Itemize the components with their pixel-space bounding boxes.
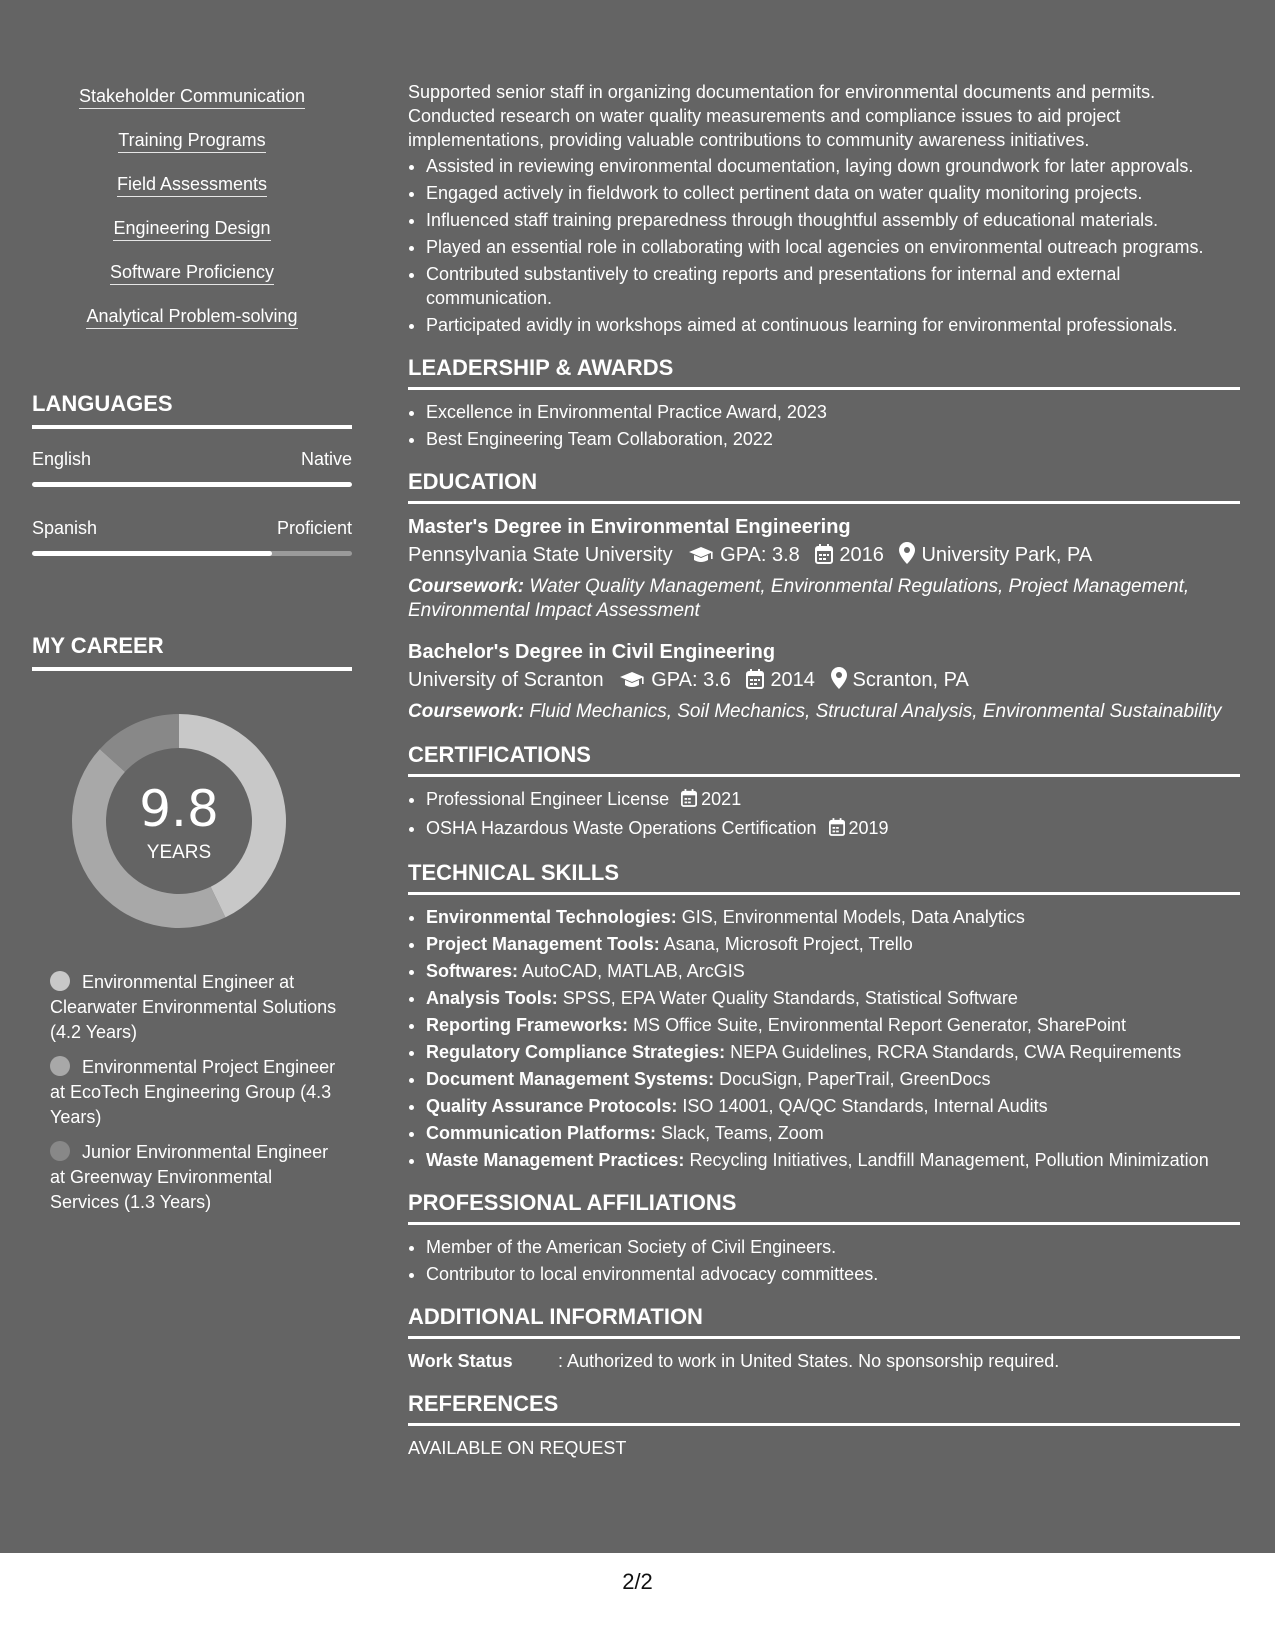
coursework-text: Fluid Mechanics, Soil Mechanics, Structural Analysis, Environmental Sustainability — [529, 701, 1222, 722]
experience-summary: Supported senior staff in organizing documentation for environmental documents and permits. Conducted research on water quality measurements and compliance issues to aid project implementations, providing valuable contributions to community awareness initiatives. — [408, 82, 1156, 150]
leadership-list — [408, 400, 1240, 451]
certification-name: Professional Engineer License — [426, 789, 670, 809]
coursework-label: Coursework: — [408, 701, 525, 722]
career-total: 9.8 — [139, 780, 219, 838]
leadership-item: • Excellence in Environmental Practice Award, 2023 — [426, 400, 1240, 424]
location-pin-icon — [831, 667, 847, 698]
grad-year: 2014 — [770, 669, 815, 691]
location-pin-icon — [899, 542, 915, 573]
tech-skill-item — [426, 1013, 1240, 1037]
technical-skills-heading: TECHNICAL SKILLS — [408, 860, 1240, 895]
tech-skill-label: Communication Platforms: — [426, 1123, 657, 1143]
tech-skill-label: Project Management Tools: — [426, 934, 660, 954]
language-bar — [32, 482, 352, 487]
career-item — [50, 970, 340, 1045]
certification-name: OSHA Hazardous Waste Operations Certification — [426, 818, 817, 838]
career-donut-chart — [66, 708, 292, 934]
education-entry — [408, 639, 1240, 724]
language-name: Spanish — [32, 518, 98, 538]
career-unit: YEARS — [146, 842, 212, 863]
work-status-value: : Authorized to work in United States. No sponsorship required. — [558, 1351, 1060, 1371]
tech-skill-value: Recycling Initiatives, Landfill Management, Pollution Minimization — [689, 1150, 1209, 1170]
calendar-icon — [746, 668, 764, 698]
tech-skill-item — [426, 1121, 1240, 1145]
career-text: Environmental Engineer at Clearwater Environmental Solutions (4.2 Years) — [50, 972, 337, 1042]
coursework — [408, 700, 1240, 724]
work-status-row — [408, 1349, 1240, 1373]
affiliations-list — [408, 1235, 1240, 1286]
grad-year: 2016 — [839, 544, 884, 566]
tech-skill-item — [426, 932, 1240, 956]
certification-year: 2019 — [848, 818, 889, 838]
tech-skill-item — [426, 1094, 1240, 1118]
language-name: English — [32, 449, 92, 469]
calendar-icon — [681, 789, 697, 813]
certifications-heading: CERTIFICATIONS — [408, 742, 1240, 777]
languages-heading: LANGUAGES — [32, 391, 352, 429]
coursework-label: Coursework: — [408, 576, 525, 597]
tech-skill-item — [426, 905, 1240, 929]
technical-skills-list — [408, 905, 1240, 1172]
graduation-cap-icon — [688, 543, 714, 573]
main-content — [408, 80, 1240, 1460]
tech-skill-value: MS Office Suite, Environmental Report Generator, SharePoint — [633, 1015, 1126, 1035]
tech-skill-label: Quality Assurance Protocols: — [426, 1096, 678, 1116]
tech-skill-label: Softwares: — [426, 961, 519, 981]
skill-item: Analytical Problem-solving — [86, 305, 297, 329]
graduation-cap-icon — [619, 668, 645, 698]
skill-item: Field Assessments — [117, 173, 267, 197]
career-heading: MY CAREER — [32, 633, 352, 671]
coursework — [408, 575, 1240, 623]
career-item — [50, 1140, 340, 1215]
degree-meta — [408, 665, 1240, 698]
tech-skill-item — [426, 1148, 1240, 1172]
language-bar-fill — [32, 551, 272, 556]
experience-bullet: • Engaged actively in fieldwork to collect pertinent data on water quality monitoring projects. — [426, 181, 1240, 205]
calendar-icon — [815, 543, 833, 573]
tech-skill-item — [426, 1067, 1240, 1091]
skills-list — [32, 85, 352, 349]
tech-skill-label: Waste Management Practices: — [426, 1150, 685, 1170]
legend-dot — [50, 971, 70, 991]
tech-skill-value: GIS, Environmental Models, Data Analytics — [681, 907, 1025, 927]
legend-dot — [50, 1056, 70, 1076]
tech-skill-value: Asana, Microsoft Project, Trello — [663, 934, 913, 954]
certification-item — [426, 816, 1240, 842]
tech-skill-value: ISO 14001, QA/QC Standards, Internal Audits — [682, 1096, 1048, 1116]
coursework-text: Water Quality Management, Environmental Regulations, Project Management, Environmental Impact Assessment — [408, 576, 1190, 621]
education-entry — [408, 514, 1240, 623]
experience-bullet: • Contributed substantively to creating reports and presentations for internal and external communication. — [426, 262, 1240, 310]
affiliations-heading: PROFESSIONAL AFFILIATIONS — [408, 1190, 1240, 1225]
certification-item — [426, 787, 1240, 813]
experience-bullet: • Influenced staff training preparedness through thoughtful assembly of educational materials. — [426, 208, 1240, 232]
language-level: Native — [300, 449, 352, 469]
work-status-label: Work Status — [408, 1351, 513, 1371]
leadership-item: • Best Engineering Team Collaboration, 2022 — [426, 427, 1240, 451]
tech-skill-label: Analysis Tools: — [426, 988, 558, 1008]
calendar-icon — [829, 818, 845, 842]
tech-skill-value: DocuSign, PaperTrail, GreenDocs — [719, 1069, 991, 1089]
experience-bullets — [408, 154, 1240, 337]
tech-skill-value: AutoCAD, MATLAB, ArcGIS — [522, 961, 745, 981]
school-name: University of Scranton — [408, 669, 604, 691]
gpa: GPA: 3.8 — [720, 544, 800, 566]
certifications-list — [408, 787, 1240, 842]
certification-year: 2021 — [701, 789, 742, 809]
tech-skill-label: Reporting Frameworks: — [426, 1015, 629, 1035]
donut-segment — [72, 749, 225, 928]
tech-skill-value: NEPA Guidelines, RCRA Standards, CWA Requirements — [730, 1042, 1182, 1062]
references-heading: REFERENCES — [408, 1391, 1240, 1426]
tech-skill-label: Regulatory Compliance Strategies: — [426, 1042, 726, 1062]
education-heading: EDUCATION — [408, 469, 1240, 504]
skill-item: Software Proficiency — [110, 261, 274, 285]
skill-item: Training Programs — [118, 129, 265, 153]
page-number: 2/2 — [622, 1569, 653, 1594]
skill-item: Stakeholder Communication — [79, 85, 305, 109]
degree-title: Master's Degree in Environmental Engineering — [408, 516, 851, 538]
career-text: Junior Environmental Engineer at Greenway Environmental Services (1.3 Years) — [50, 1142, 329, 1212]
school-location: University Park, PA — [921, 544, 1093, 566]
tech-skill-value: SPSS, EPA Water Quality Standards, Statistical Software — [562, 988, 1018, 1008]
career-legend — [50, 970, 340, 1225]
tech-skill-item — [426, 986, 1240, 1010]
references-text: AVAILABLE ON REQUEST — [408, 1438, 627, 1458]
school-name: Pennsylvania State University — [408, 544, 673, 566]
language-bar — [32, 551, 352, 556]
degree-meta — [408, 540, 1240, 573]
degree-title: Bachelor's Degree in Civil Engineering — [408, 641, 776, 663]
additional-info-heading: ADDITIONAL INFORMATION — [408, 1304, 1240, 1339]
experience-bullet: • Played an essential role in collaborating with local agencies on environmental outreach programs. — [426, 235, 1240, 259]
language-level: Proficient — [276, 518, 352, 538]
experience-bullet: • Assisted in reviewing environmental documentation, laying down groundwork for later approvals. — [426, 154, 1240, 178]
tech-skill-label: Environmental Technologies: — [426, 907, 677, 927]
experience-bullet: • Participated avidly in workshops aimed at continuous learning for environmental professionals. — [426, 313, 1240, 337]
tech-skill-label: Document Management Systems: — [426, 1069, 715, 1089]
gpa: GPA: 3.6 — [651, 669, 731, 691]
school-location: Scranton, PA — [852, 669, 969, 691]
tech-skill-value: Slack, Teams, Zoom — [661, 1123, 824, 1143]
tech-skill-item — [426, 1040, 1240, 1064]
affiliation-item: • Contributor to local environmental advocacy committees. — [426, 1262, 1240, 1286]
leadership-heading: LEADERSHIP & AWARDS — [408, 355, 1240, 390]
skill-item: Engineering Design — [113, 217, 270, 241]
career-text: Environmental Project Engineer at EcoTech Engineering Group (4.3 Years) — [50, 1057, 336, 1127]
affiliation-item: • Member of the American Society of Civil Engineers. — [426, 1235, 1240, 1259]
tech-skill-item — [426, 959, 1240, 983]
legend-dot — [50, 1141, 70, 1161]
language-bar-fill — [32, 482, 352, 487]
career-item — [50, 1055, 340, 1130]
page-footer — [0, 1553, 1275, 1650]
